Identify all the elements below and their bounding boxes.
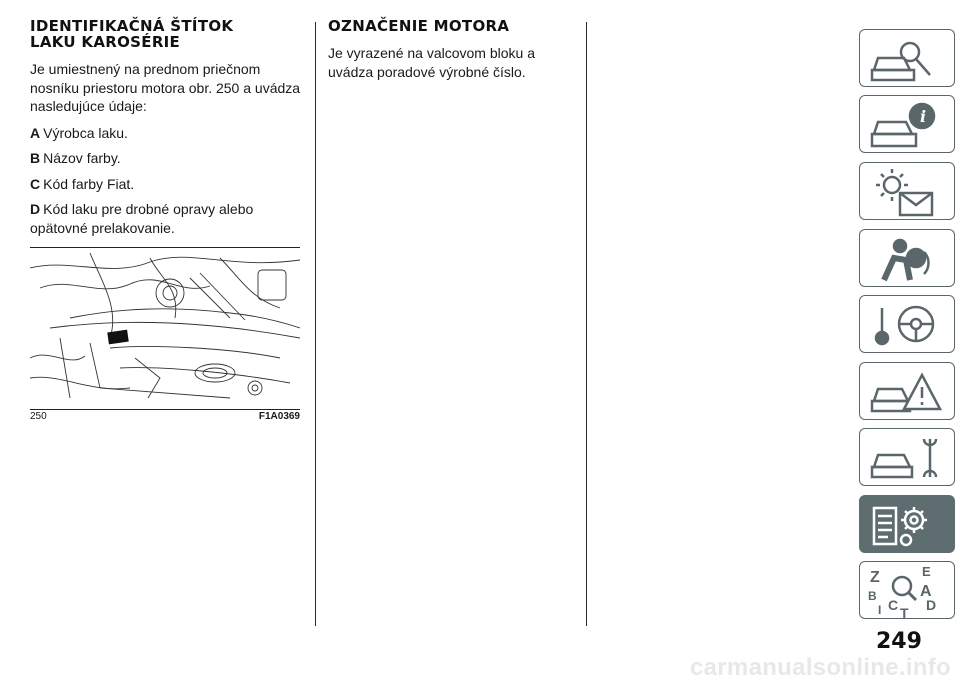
tab-car-wrench[interactable] [859, 428, 955, 486]
steering-key-icon [860, 296, 956, 354]
paint-plate-label [107, 330, 128, 345]
section-heading-paint-plate [30, 18, 305, 50]
section-heading-engine-id: OZNAČENIE MOTORA [328, 17, 510, 35]
left-column [30, 18, 305, 244]
heading-line-2: LAKU KAROSÉRIE [30, 33, 181, 51]
tab-technical-data[interactable] [859, 495, 955, 553]
car-info-icon [860, 96, 956, 154]
page-number: 249 [876, 629, 922, 654]
index-letter: A [920, 583, 932, 600]
watermark: carmanualsonline.info [690, 654, 952, 681]
middle-column [328, 18, 578, 89]
item-letter: B [30, 150, 41, 166]
tab-index[interactable] [859, 561, 955, 619]
car-search-icon [860, 30, 956, 88]
car-wrench-icon [860, 429, 956, 487]
engine-bay-drawing [30, 248, 300, 409]
heading-line-1: IDENTIFIKAČNÁ ŠTÍTOK [30, 17, 234, 35]
figure-caption [30, 411, 300, 425]
column-divider [586, 22, 587, 626]
index-letter: Z [870, 569, 880, 586]
list-item [30, 175, 305, 194]
item-letter: C [30, 175, 41, 192]
car-warning-icon [860, 363, 956, 421]
item-letter: A [30, 124, 41, 141]
index-letter: E [922, 564, 931, 579]
item-text: Kód laku pre drobné opravy alebo opätovné prelakovanie. [30, 201, 254, 236]
index-letter: C [888, 597, 899, 613]
tab-car-warning[interactable] [859, 362, 955, 420]
figure-number: 250 [30, 411, 47, 422]
index-alphabet-icon [860, 562, 956, 620]
list-item [30, 124, 305, 143]
index-letter: B [868, 589, 877, 603]
airbag-person-icon [860, 230, 956, 288]
list-item [30, 149, 305, 168]
list-item [30, 200, 305, 237]
item-text: Kód farby Fiat. [43, 175, 135, 192]
engine-id-paragraph: Je vyrazené na valcovom bloku a uvádza poradové výrobné číslo. [328, 45, 535, 80]
item-letter: D [30, 201, 41, 217]
tab-dashboard-lights[interactable] [859, 162, 955, 220]
engine-bay-figure [30, 247, 300, 410]
svg-text:i: i [920, 107, 927, 126]
tab-car-search[interactable] [859, 29, 955, 87]
index-letter: D [926, 597, 937, 613]
column-divider [315, 22, 316, 626]
index-letter: T [900, 605, 909, 620]
figure-code: F1A0369 [258, 411, 300, 422]
item-text: Názov farby. [43, 150, 121, 166]
index-letter: I [878, 603, 882, 617]
tab-car-info[interactable] [859, 95, 955, 153]
tab-airbag[interactable] [859, 229, 955, 287]
dashboard-lights-icon [860, 163, 956, 221]
intro-paragraph: Je umiestnený na prednom priečnom nosníku priestoru motora obr. 250 a uvádza nasledujúce údaje: [30, 61, 301, 114]
item-text: Výrobca laku. [43, 124, 128, 141]
tab-steering-key[interactable] [859, 295, 955, 353]
technical-data-icon [860, 496, 956, 554]
